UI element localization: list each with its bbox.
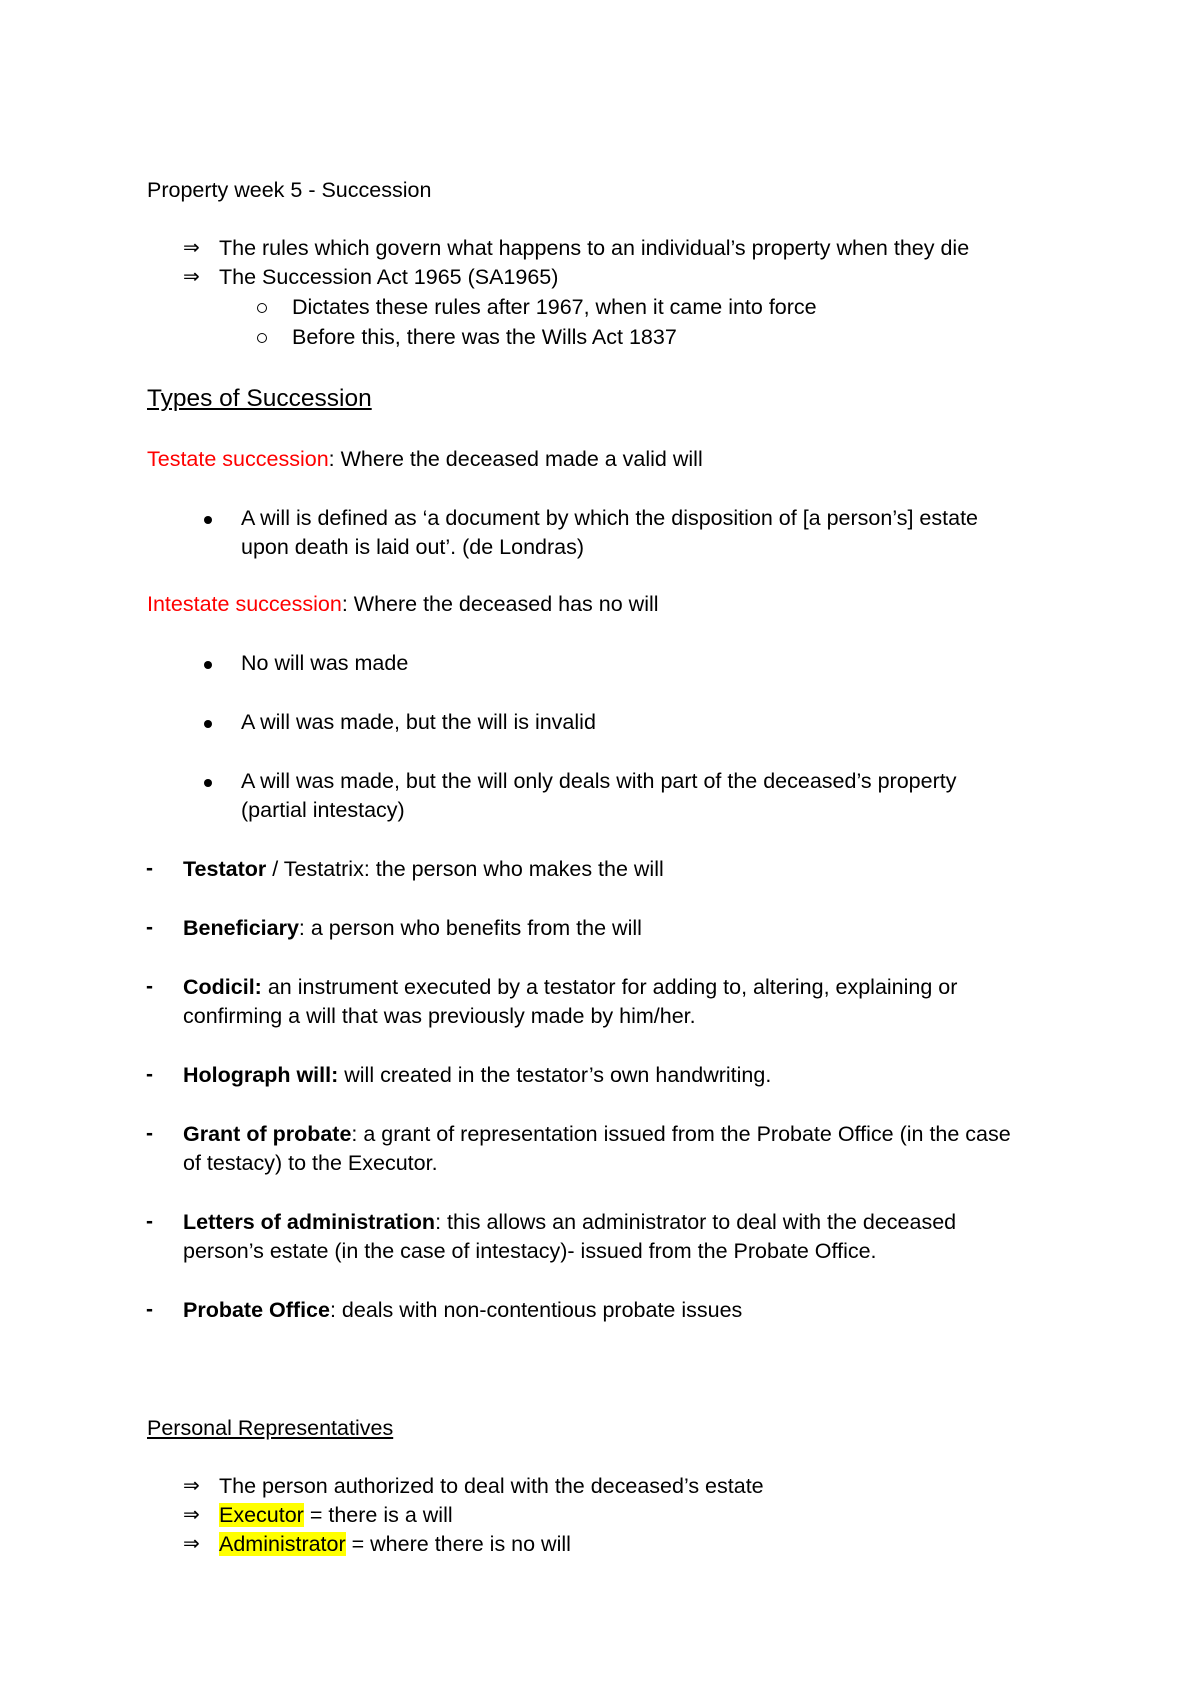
testate-bullet-line1: A will is defined as ‘a document by which the disposition of [a person’s] estate	[241, 506, 978, 530]
definition-probate-office: Probate Office: deals with non-contentious probate issues	[183, 1298, 743, 1322]
administrator-term: Administrator	[219, 1532, 346, 1556]
page-title: Property week 5 - Succession	[147, 178, 432, 202]
personal-item-executor: Executor = there is a will	[219, 1503, 453, 1527]
circle-bullet-icon	[257, 303, 267, 313]
dash-bullet-icon: -	[146, 1063, 153, 1086]
section-heading-personal-representatives: Personal Representatives	[147, 1416, 394, 1440]
intestate-term: Intestate succession	[147, 592, 342, 616]
intro-item-2: The Succession Act 1965 (SA1965)	[219, 265, 559, 289]
definition-letters-of-administration: Letters of administration: this allows an administrator to deal with the deceased	[183, 1210, 957, 1234]
section-heading-types: Types of Succession	[147, 385, 372, 412]
testate-term: Testate succession	[147, 447, 329, 471]
intestate-definition: Intestate succession: Where the deceased has no will	[147, 592, 659, 616]
testate-bullet-line2: upon death is laid out’. (de Londras)	[241, 535, 585, 559]
dash-bullet-icon: -	[146, 1210, 153, 1233]
intro-subitem-2: Before this, there was the Wills Act 1837	[292, 325, 677, 349]
intestate-bullet-3-line2: (partial intestacy)	[241, 798, 405, 822]
definition-holograph: Holograph will: will created in the testator’s own handwriting.	[183, 1063, 772, 1087]
dash-bullet-icon: -	[146, 1298, 153, 1321]
dash-bullet-icon: -	[146, 857, 153, 880]
personal-item-administrator: Administrator = where there is no will	[219, 1532, 571, 1556]
intro-item-1: The rules which govern what happens to an individual’s property when they die	[219, 236, 970, 260]
dash-bullet-icon: -	[146, 975, 153, 998]
circle-bullet-icon	[257, 333, 267, 343]
arrow-bullet-icon: ⇒	[183, 237, 200, 259]
definition-beneficiary: Beneficiary: a person who benefits from the will	[183, 916, 642, 940]
executor-term: Executor	[219, 1503, 304, 1527]
dash-bullet-icon: -	[146, 1122, 153, 1145]
intro-subitem-1: Dictates these rules after 1967, when it came into force	[292, 295, 817, 319]
testate-definition: Testate succession: Where the deceased made a valid will	[147, 447, 703, 471]
intestate-bullet-2: A will was made, but the will is invalid	[241, 710, 596, 734]
arrow-bullet-icon: ⇒	[183, 266, 200, 288]
definition-testator: Testator / Testatrix: the person who makes the will	[183, 857, 664, 881]
intestate-bullet-3: A will was made, but the will only deals with part of the deceased’s property	[241, 769, 957, 793]
bullet-icon	[204, 720, 212, 728]
dash-bullet-icon: -	[146, 916, 153, 939]
bullet-icon	[204, 661, 212, 669]
bullet-icon	[204, 779, 212, 787]
arrow-bullet-icon: ⇒	[183, 1504, 200, 1526]
definition-letters-line2: person’s estate (in the case of intestacy)- issued from the Probate Office.	[183, 1239, 877, 1263]
arrow-bullet-icon: ⇒	[183, 1475, 200, 1497]
definition-grant-of-probate: Grant of probate: a grant of representation issued from the Probate Office (in the case	[183, 1122, 1011, 1146]
intestate-bullet-1: No will was made	[241, 651, 409, 675]
definition-codicil-line2: confirming a will that was previously made by him/her.	[183, 1004, 696, 1028]
arrow-bullet-icon: ⇒	[183, 1533, 200, 1555]
definition-grant-of-probate-line2: of testacy) to the Executor.	[183, 1151, 438, 1175]
definition-codicil: Codicil: an instrument executed by a testator for adding to, altering, explaining or	[183, 975, 958, 999]
bullet-icon	[204, 516, 212, 524]
personal-item-1: The person authorized to deal with the deceased’s estate	[219, 1474, 764, 1498]
